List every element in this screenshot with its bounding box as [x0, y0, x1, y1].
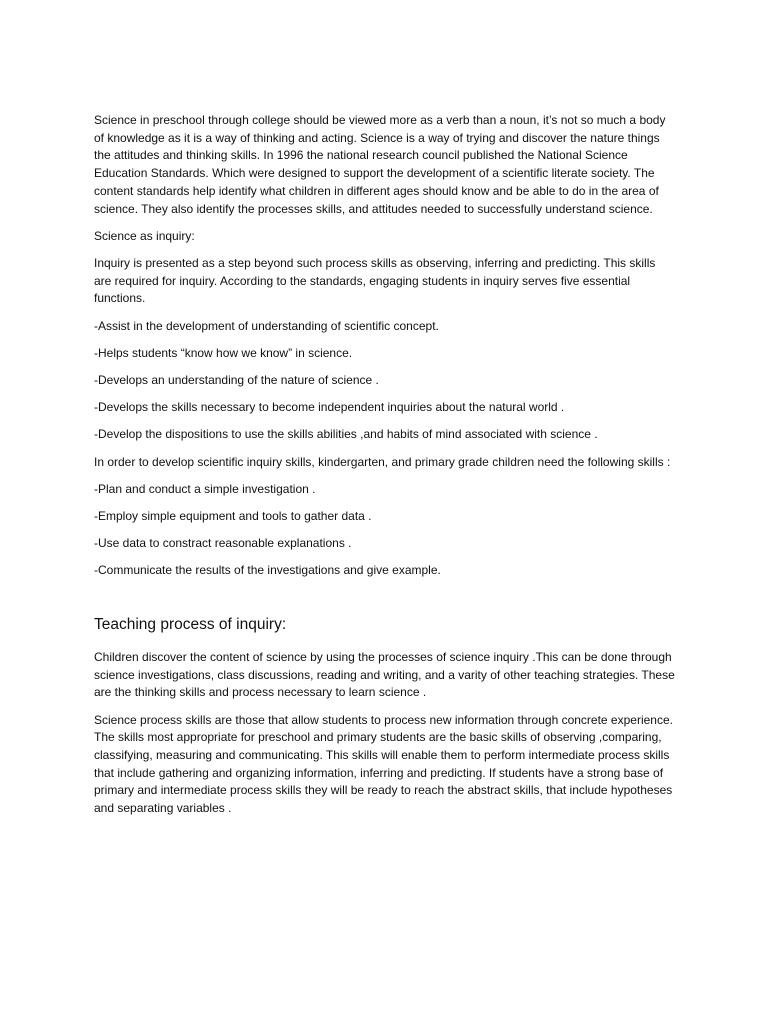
skill-item: -Plan and conduct a simple investigation . [94, 481, 316, 496]
skills-intro-paragraph: In order to develop scientific inquiry skills, kindergarten, and primary grade children need the following skills : [94, 454, 671, 469]
function-item: -Develops the skills necessary to become independent inquiries about the natural world . [94, 400, 565, 415]
process-skills-paragraph: Science process skills are those that allow students to process new information through concrete experience. The skills most appropriate for preschool and primary students are the basic skills of observing ,comparing, classifying, measuring and communicating. This skills will enable them to perform intermediate process skills that include gathering and organizing information, inferring and predicting. If students have a strong base of primary and intermediate process skills they will be ready to reach the abstract skills, that include hypotheses and separating variables . [94, 712, 673, 816]
function-item: -Assist in the development of understanding of scientific concept. [94, 318, 439, 333]
function-item: -Helps students “know how we know” in science. [94, 345, 353, 360]
function-item: -Develops an understanding of the nature of science . [94, 372, 379, 387]
skill-item: -Use data to constract reasonable explanations . [94, 536, 352, 551]
skill-item: -Employ simple equipment and tools to gather data . [94, 508, 372, 523]
inquiry-label: Science as inquiry: [94, 228, 195, 243]
skill-item: -Communicate the results of the investigations and give example. [94, 563, 441, 578]
function-item: -Develop the dispositions to use the skills abilities ,and habits of mind associated with science . [94, 427, 598, 442]
inquiry-paragraph: Inquiry is presented as a step beyond such process skills as observing, inferring and predicting. This skills are required for inquiry. According to the standards, engaging students in inquiry serves five essential functions. [94, 255, 656, 306]
intro-paragraph: Science in preschool through college should be viewed more as a verb than a noun, it’s not so much a body of knowledge as it is a way of thinking and acting. Science is a way of trying and discover the nature things the attitudes and thinking skills. In 1996 the national research council published the National Science Education Standards. Which were designed to support the development of a scientific literate society. The content standards help identify what children in different ages should know and be able to do in the area of science. They also identify the processes skills, and attitudes needed to successfully understand science. [94, 113, 666, 216]
section-heading: Teaching process of inquiry: [94, 616, 287, 634]
document-body [94, 112, 676, 827]
teaching-paragraph: Children discover the content of science by using the processes of science inquiry .This can be done through science investigations, class discussions, reading and writing, and a varity of other teaching strategies. These are the thinking skills and process necessary to learn science . [94, 650, 675, 700]
